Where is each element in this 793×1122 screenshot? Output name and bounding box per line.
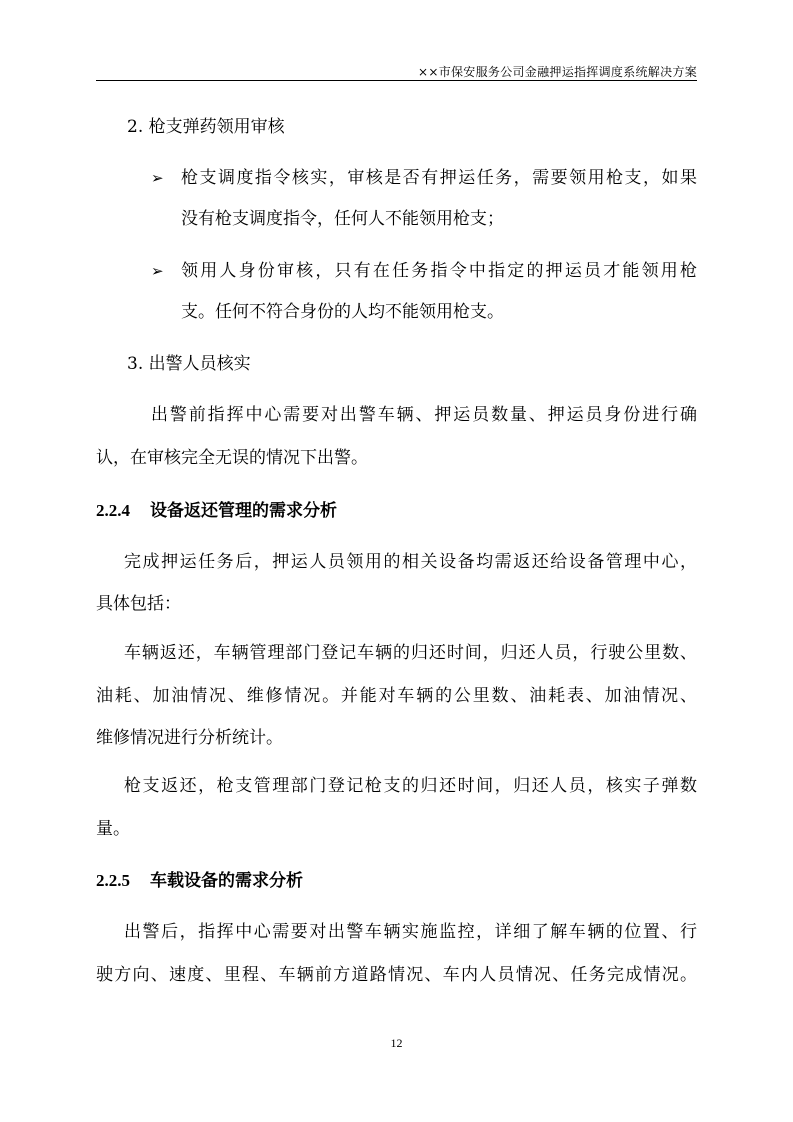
section-heading-2-2-5 — [96, 869, 303, 893]
paragraph-224-c-line-2: 量。 — [96, 819, 130, 839]
page-number: 12 — [390, 1036, 403, 1050]
bullet-arrow-icon: ➢ — [151, 169, 164, 187]
section-title: 设备返还管理的需求分析 — [150, 501, 337, 521]
item-3-paragraph-line-1: 出警前指挥中心需要对出警车辆、押运员数量、押运员身份进行确 — [151, 405, 697, 425]
paragraph-224-b-line-3: 维修情况进行分析统计。 — [96, 728, 283, 748]
section-heading-2-2-4 — [96, 499, 337, 523]
bullet-1-line-1: 枪支调度指令核实，审核是否有押运任务，需要领用枪支，如果 — [181, 168, 697, 188]
paragraph-224-c-line-1: 枪支返还，枪支管理部门登记枪支的归还时间，归还人员，核实子弹数 — [124, 776, 697, 796]
section-number: 2.2.5 — [96, 871, 130, 890]
page-header-title: ××市保安服务公司金融押运指挥调度系统解决方案 — [417, 65, 697, 79]
header-divider — [96, 80, 697, 81]
item-2-title: 2. 枪支弹药领用审核 — [127, 117, 285, 137]
bullet-1-line-2: 没有枪支调度指令，任何人不能领用枪支； — [181, 209, 504, 229]
bullet-2-line-1: 领用人身份审核，只有在任务指令中指定的押运员才能领用枪 — [181, 261, 697, 281]
paragraph-224-a-line-1: 完成押运任务后，押运人员领用的相关设备均需返还给设备管理中心， — [124, 552, 697, 572]
bullet-2-line-2: 支。任何不符合身份的人均不能领用枪支。 — [181, 302, 504, 322]
paragraph-225-line-2: 驶方向、速度、里程、车辆前方道路情况、车内人员情况、任务完成情况。 — [96, 965, 697, 985]
section-title: 车载设备的需求分析 — [150, 871, 303, 891]
paragraph-224-a-line-2: 具体包括： — [96, 594, 181, 614]
paragraph-224-b-line-2: 油耗、加油情况、维修情况。并能对车辆的公里数、油耗表、加油情况、 — [96, 686, 697, 706]
paragraph-224-b-line-1: 车辆返还，车辆管理部门登记车辆的归还时间，归还人员，行驶公里数、 — [124, 643, 697, 663]
section-number: 2.2.4 — [96, 501, 130, 520]
paragraph-225-line-1: 出警后，指挥中心需要对出警车辆实施监控，详细了解车辆的位置、行 — [124, 922, 697, 942]
item-3-title: 3. 出警人员核实 — [127, 354, 251, 374]
item-3-paragraph-line-2: 认，在审核完全无误的情况下出警。 — [96, 448, 368, 468]
bullet-arrow-icon: ➢ — [151, 262, 164, 280]
